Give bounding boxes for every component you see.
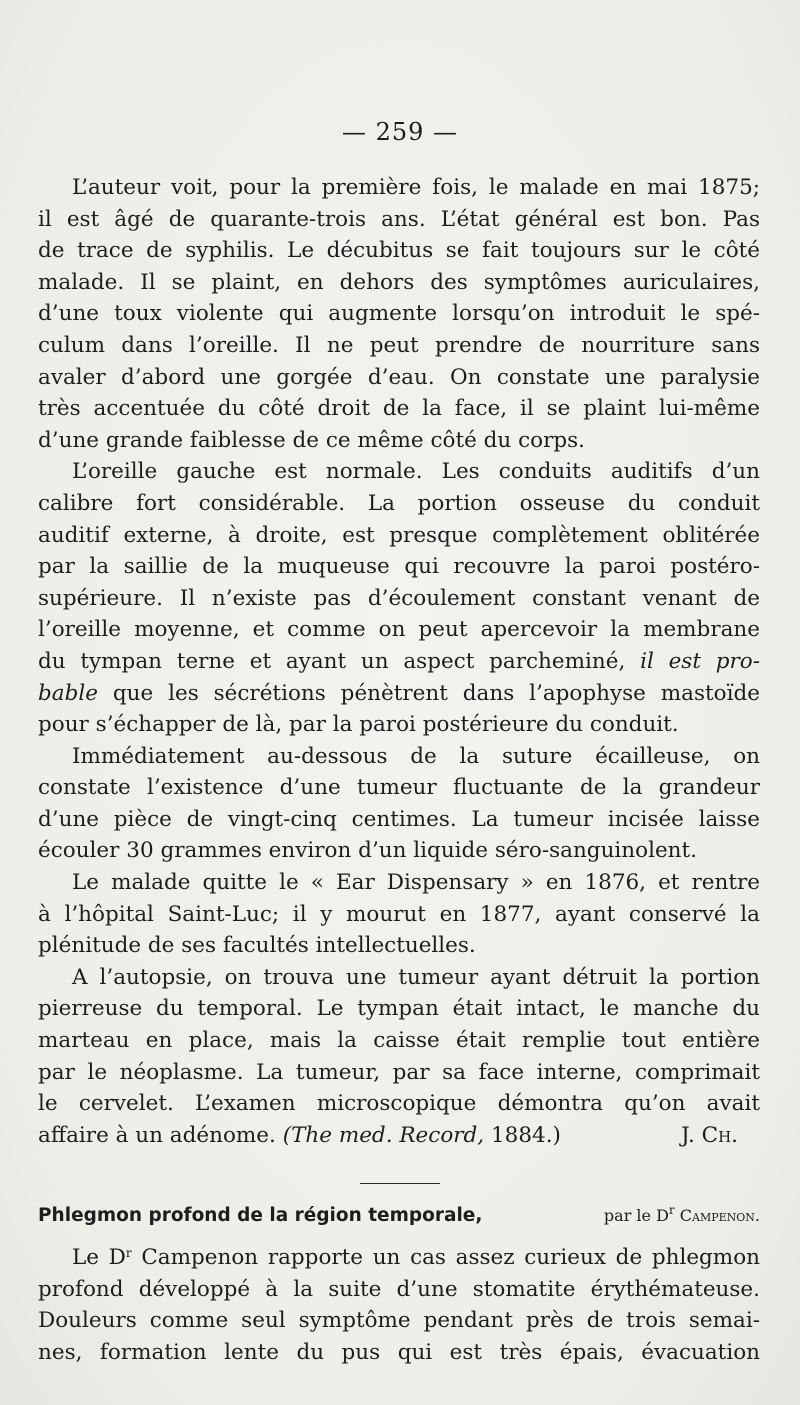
- text-line: A l’autopsie, on trouva une tumeur ayant détruit la portion: [72, 964, 760, 990]
- section-heading: [38, 1203, 760, 1226]
- text-line: le cervelet. L’examen microscopique démontra qu’on avait: [38, 1091, 760, 1117]
- text-line: supérieure. Il n’existe pas d’écoulement constant venant de: [38, 585, 760, 611]
- text-line: pour s’échapper de là, par la paroi postérieure du conduit.: [38, 712, 679, 738]
- text-line: profond développé à la suite d’une stomatite érythémateuse.: [38, 1276, 760, 1302]
- page-number: — 259 —: [341, 118, 459, 146]
- text-fragment: Campenon rapporte un cas assez curieux de phlegmon: [141, 1245, 760, 1270]
- section-title: Phlegmon profond de la région temporale,: [38, 1205, 483, 1226]
- text-fragment: Le D: [72, 1245, 126, 1270]
- text-line: [38, 678, 760, 710]
- text-line: d’une toux violente qui augmente lorsqu’on introduit le spé-: [38, 301, 760, 327]
- text-line: L’auteur voit, pour la première fois, le malade en mai 1875;: [72, 175, 760, 200]
- citation-line: [38, 1120, 760, 1152]
- section-body: [38, 1238, 760, 1368]
- text-line: L’oreille gauche est normale. Les conduits auditifs d’un: [72, 459, 760, 485]
- text-fragment: du tympan terne et ayant un aspect parcheminé,: [38, 648, 626, 674]
- text-line: de trace de syphilis. Le décubitus se fait toujours sur le côté: [38, 238, 760, 264]
- article-body: [38, 172, 760, 1151]
- text-line: [38, 1238, 760, 1274]
- text-line: constate l’existence d’une tumeur fluctuante de la grandeur: [38, 775, 760, 801]
- text-line: plénitude de ses facultés intellectuelles.: [38, 933, 476, 959]
- text-line: Le malade quitte le « Ear Dispensary » en 1876, et rentre: [72, 870, 760, 896]
- text-line: par la saillie de la muqueuse qui recouvre la paroi postéro-: [38, 554, 760, 580]
- text-line: écouler 30 grammes environ d’un liquide séro-sanguinolent.: [38, 838, 698, 864]
- byline-superscript: r: [668, 1203, 675, 1217]
- citation-text: [38, 1120, 561, 1152]
- text-line: Douleurs comme seul symptôme pendant près de trois semai-: [38, 1308, 760, 1334]
- text-line: d’une grande faiblesse de ce même côté du corps.: [38, 427, 586, 453]
- text-line: auditif externe, à droite, est presque complètement oblitérée: [38, 522, 760, 548]
- text-line: par le néoplasme. La tumeur, par sa face interne, comprimait: [38, 1059, 760, 1085]
- text-line: marteau en place, mais la caisse était remplie tout entière: [38, 1028, 760, 1054]
- text-line: pierreuse du temporal. Le tympan était intact, le manche du: [38, 996, 760, 1022]
- text-fragment: que les sécrétions pénètrent dans l’apophyse mastoïde: [112, 680, 760, 706]
- text-line: [38, 646, 760, 678]
- byline-author: Campenon.: [679, 1206, 760, 1225]
- text-line: malade. Il se plaint, en dehors des symptômes auriculaires,: [38, 269, 760, 295]
- text-fragment: affaire à un adénome.: [38, 1122, 276, 1148]
- italic-text: bable: [38, 680, 98, 706]
- journal-title: (The med. Record,: [282, 1122, 485, 1148]
- text-line: il est âgé de quarante-trois ans. L’état général est bon. Pas: [38, 206, 760, 232]
- author-signature: J. Ch.: [681, 1122, 738, 1148]
- citation-year: 1884.): [490, 1122, 561, 1148]
- text-line: l’oreille moyenne, et comme on peut apercevoir la membrane: [38, 617, 760, 643]
- text-line: à l’hôpital Saint-Luc; il y mourut en 1877, ayant conservé la: [38, 901, 760, 927]
- byline-prefix: par le D: [603, 1206, 669, 1225]
- text-line: Immédiatement au-dessous de la suture écailleuse, on: [72, 743, 760, 769]
- italic-text: il est pro-: [640, 648, 760, 674]
- section-divider: [360, 1183, 440, 1184]
- text-line: avaler d’abord une gorgée d’eau. On constate une paralysie: [38, 364, 760, 390]
- section-byline: [604, 1203, 760, 1225]
- text-line: d’une pièce de vingt-cinq centimes. La tumeur incisée laisse: [38, 806, 760, 832]
- text-line: nes, formation lente du pus qui est très épais, évacuation: [38, 1339, 760, 1365]
- text-line: très accentuée du côté droit de la face, il se plaint lui-même: [38, 396, 760, 422]
- text-line: culum dans l’oreille. Il ne peut prendre de nourriture sans: [38, 332, 760, 358]
- superscript: r: [125, 1246, 132, 1260]
- text-line: calibre fort considérable. La portion osseuse du conduit: [38, 490, 760, 516]
